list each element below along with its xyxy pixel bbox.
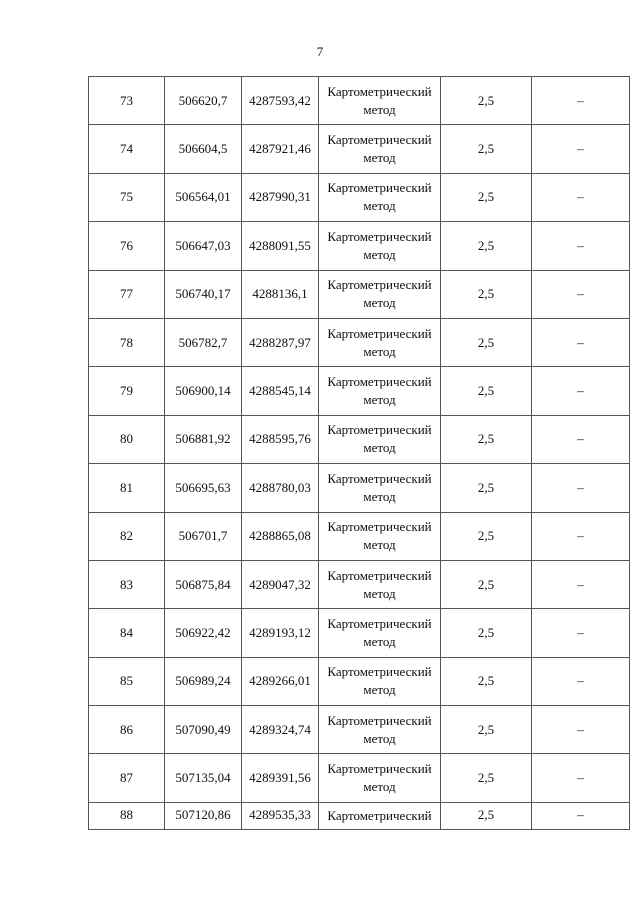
method-line-2: метод [363, 150, 396, 166]
precision-cell: 2,5 [441, 173, 532, 221]
x-coordinate-cell: 506881,92 [165, 415, 242, 463]
y-coordinate-cell: 4289324,74 [242, 706, 319, 754]
precision-cell: 2,5 [441, 609, 532, 657]
point-number-cell: 79 [89, 367, 165, 415]
method-line-2: метод [363, 440, 396, 456]
note-cell: – [532, 125, 630, 173]
method-line-2: метод [363, 392, 396, 408]
method-line-2: метод [363, 295, 396, 311]
y-coordinate-cell: 4289193,12 [242, 609, 319, 657]
note-cell: – [532, 222, 630, 270]
method-line-1: Картометрический [327, 277, 432, 293]
x-coordinate-cell: 507135,04 [165, 754, 242, 802]
method-line-1: Картометрический [327, 807, 432, 823]
method-line-1: Картометрический [327, 519, 432, 535]
x-coordinate-cell: 506740,17 [165, 270, 242, 318]
method-cell [319, 173, 441, 221]
method-line-1: Картометрический [327, 422, 432, 438]
method-line-2: метод [363, 537, 396, 553]
x-coordinate-cell: 506647,03 [165, 222, 242, 270]
point-number-cell: 73 [89, 77, 165, 125]
precision-cell: 2,5 [441, 270, 532, 318]
method-cell [319, 77, 441, 125]
method-line-2: метод [363, 343, 396, 359]
precision-cell: 2,5 [441, 77, 532, 125]
method-line-1: Картометрический [327, 325, 432, 341]
x-coordinate-cell: 506695,63 [165, 464, 242, 512]
y-coordinate-cell: 4289047,32 [242, 560, 319, 608]
coordinates-table [88, 76, 630, 830]
method-line-1: Картометрический [327, 228, 432, 244]
method-cell [319, 657, 441, 705]
y-coordinate-cell: 4288865,08 [242, 512, 319, 560]
precision-cell: 2,5 [441, 512, 532, 560]
point-number-cell: 80 [89, 415, 165, 463]
point-number-cell: 86 [89, 706, 165, 754]
point-number-cell: 88 [89, 802, 165, 829]
precision-cell: 2,5 [441, 464, 532, 512]
point-number-cell: 74 [89, 125, 165, 173]
y-coordinate-cell: 4289391,56 [242, 754, 319, 802]
note-cell: – [532, 77, 630, 125]
precision-cell: 2,5 [441, 754, 532, 802]
table-row [89, 125, 630, 173]
point-number-cell: 78 [89, 318, 165, 366]
x-coordinate-cell: 506875,84 [165, 560, 242, 608]
method-cell [319, 706, 441, 754]
y-coordinate-cell: 4287593,42 [242, 77, 319, 125]
method-cell [319, 464, 441, 512]
point-number-cell: 75 [89, 173, 165, 221]
method-cell [319, 270, 441, 318]
point-number-cell: 83 [89, 560, 165, 608]
table-row [89, 367, 630, 415]
x-coordinate-cell: 506620,7 [165, 77, 242, 125]
method-line-1: Картометрический [327, 761, 432, 777]
method-line-1: Картометрический [327, 470, 432, 486]
note-cell: – [532, 609, 630, 657]
method-cell [319, 754, 441, 802]
note-cell: – [532, 415, 630, 463]
x-coordinate-cell: 507120,86 [165, 802, 242, 829]
method-line-2: метод [363, 585, 396, 601]
y-coordinate-cell: 4287921,46 [242, 125, 319, 173]
method-cell [319, 609, 441, 657]
x-coordinate-cell: 506989,24 [165, 657, 242, 705]
precision-cell: 2,5 [441, 706, 532, 754]
precision-cell: 2,5 [441, 415, 532, 463]
precision-cell: 2,5 [441, 802, 532, 829]
precision-cell: 2,5 [441, 657, 532, 705]
point-number-cell: 76 [89, 222, 165, 270]
method-line-1: Картометрический [327, 180, 432, 196]
point-number-cell: 81 [89, 464, 165, 512]
precision-cell: 2,5 [441, 125, 532, 173]
precision-cell: 2,5 [441, 560, 532, 608]
table-row [89, 222, 630, 270]
y-coordinate-cell: 4288545,14 [242, 367, 319, 415]
method-cell [319, 560, 441, 608]
point-number-cell: 85 [89, 657, 165, 705]
method-cell [319, 367, 441, 415]
table-row [89, 512, 630, 560]
x-coordinate-cell: 506922,42 [165, 609, 242, 657]
note-cell: – [532, 318, 630, 366]
note-cell: – [532, 706, 630, 754]
note-cell: – [532, 367, 630, 415]
table-row [89, 706, 630, 754]
method-line-2: метод [363, 488, 396, 504]
y-coordinate-cell: 4289535,33 [242, 802, 319, 829]
point-number-cell: 77 [89, 270, 165, 318]
method-line-1: Картометрический [327, 664, 432, 680]
method-line-1: Картометрический [327, 132, 432, 148]
method-line-2: метод [363, 101, 396, 117]
y-coordinate-cell: 4287990,31 [242, 173, 319, 221]
method-line-2: метод [363, 730, 396, 746]
x-coordinate-cell: 507090,49 [165, 706, 242, 754]
y-coordinate-cell: 4288287,97 [242, 318, 319, 366]
method-cell [319, 318, 441, 366]
note-cell: – [532, 754, 630, 802]
method-line-1: Картометрический [327, 567, 432, 583]
point-number-cell: 87 [89, 754, 165, 802]
x-coordinate-cell: 506782,7 [165, 318, 242, 366]
table-row [89, 270, 630, 318]
x-coordinate-cell: 506900,14 [165, 367, 242, 415]
method-line-2: метод [363, 682, 396, 698]
method-cell [319, 802, 441, 829]
precision-cell: 2,5 [441, 367, 532, 415]
point-number-cell: 84 [89, 609, 165, 657]
y-coordinate-cell: 4288780,03 [242, 464, 319, 512]
y-coordinate-cell: 4288595,76 [242, 415, 319, 463]
method-cell [319, 415, 441, 463]
table-row [89, 754, 630, 802]
method-line-1: Картометрический [327, 83, 432, 99]
method-line-1: Картометрический [327, 374, 432, 390]
method-cell [319, 125, 441, 173]
note-cell: – [532, 464, 630, 512]
y-coordinate-cell: 4289266,01 [242, 657, 319, 705]
table-row [89, 173, 630, 221]
table-row [89, 802, 630, 829]
method-line-2: метод [363, 198, 396, 214]
x-coordinate-cell: 506701,7 [165, 512, 242, 560]
note-cell: – [532, 270, 630, 318]
point-number-cell: 82 [89, 512, 165, 560]
note-cell: – [532, 802, 630, 829]
note-cell: – [532, 173, 630, 221]
y-coordinate-cell: 4288136,1 [242, 270, 319, 318]
page-number: 7 [316, 44, 324, 59]
x-coordinate-cell: 506564,01 [165, 173, 242, 221]
table-row [89, 657, 630, 705]
method-cell [319, 512, 441, 560]
method-line-1: Картометрический [327, 712, 432, 728]
method-line-2: метод [363, 633, 396, 649]
table-row [89, 318, 630, 366]
note-cell: – [532, 560, 630, 608]
table-row [89, 77, 630, 125]
method-line-2: метод [363, 779, 396, 795]
table-row [89, 560, 630, 608]
table-row [89, 464, 630, 512]
method-cell [319, 222, 441, 270]
note-cell: – [532, 657, 630, 705]
method-line-1: Картометрический [327, 615, 432, 631]
y-coordinate-cell: 4288091,55 [242, 222, 319, 270]
table-row [89, 415, 630, 463]
note-cell: – [532, 512, 630, 560]
table-row [89, 609, 630, 657]
x-coordinate-cell: 506604,5 [165, 125, 242, 173]
precision-cell: 2,5 [441, 222, 532, 270]
method-line-2: метод [363, 246, 396, 262]
precision-cell: 2,5 [441, 318, 532, 366]
